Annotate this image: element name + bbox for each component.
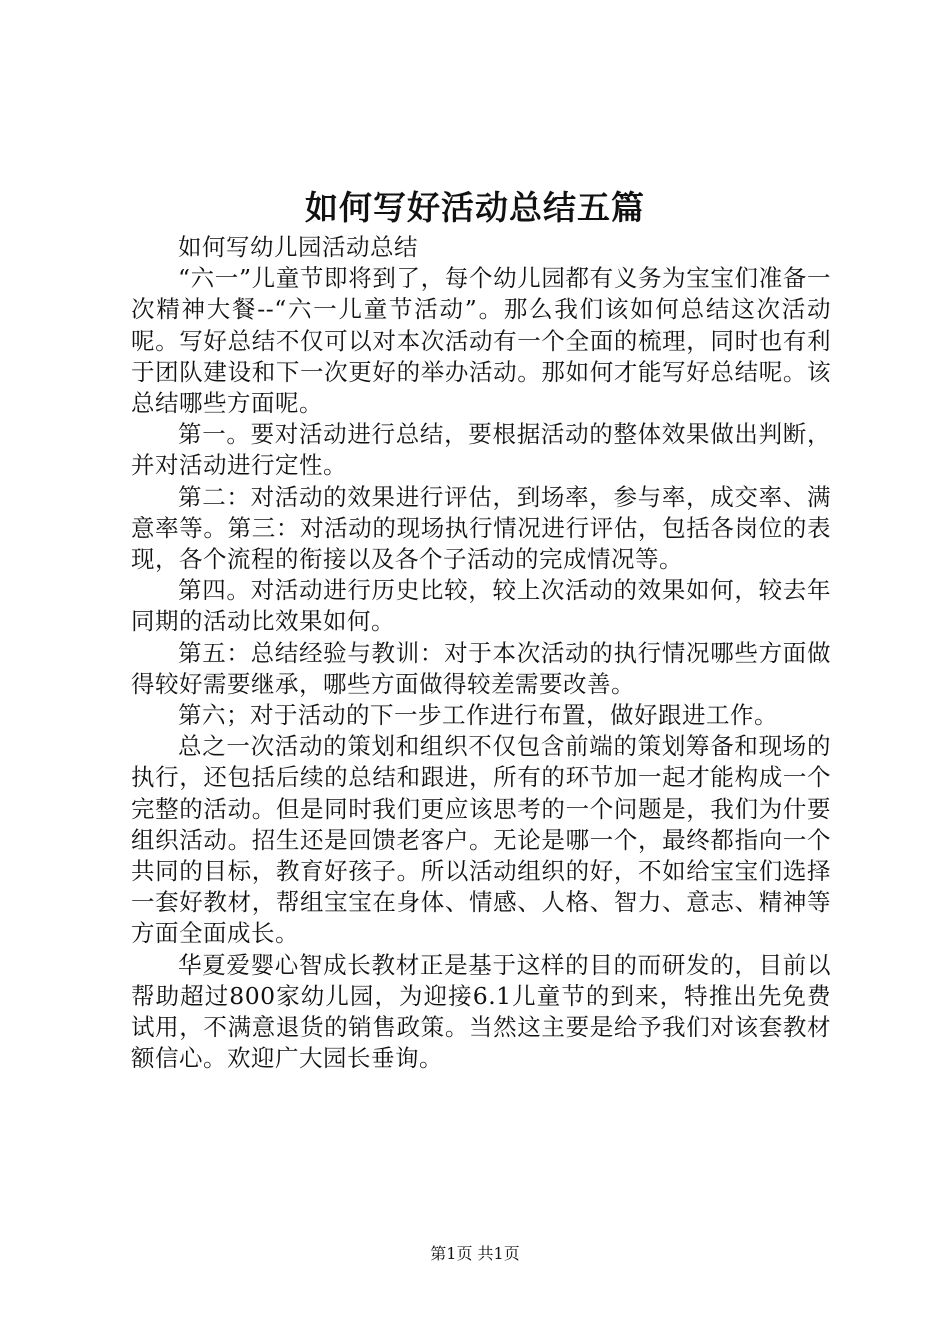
paragraph-promotion: 华夏爱婴心智成长教材正是基于这样的目的而研发的，目前以帮助超过800家幼儿园，为迎接6.1儿童节的到来，特推出先免费试用，不满意退货的销售政策。当然这主要是给予我们对该套教材额信心。欢迎广大园长垂询。 <box>131 950 831 1073</box>
paragraph-intro: “六一”儿童节即将到了，每个幼儿园都有义务为宝宝们准备一次精神大餐--“六一儿童节活动”。那么我们该如何总结这次活动呢。写好总结不仅可以对本次活动有一个全面的梳理，同时也有利于团队建设和下一次更好的举办活动。那如何才能写好总结呢。该总结哪些方面呢。 <box>131 264 831 418</box>
document-title: 如何写好活动总结五篇 <box>305 188 645 227</box>
document-body <box>131 232 831 1074</box>
paragraph-point-4: 第四。对活动进行历史比较，较上次活动的效果如何，较去年同期的活动比效果如何。 <box>131 576 831 636</box>
paragraph-point-1: 第一。要对活动进行总结，要根据活动的整体效果做出判断，并对活动进行定性。 <box>131 420 831 480</box>
paragraph-point-5: 第五：总结经验与教训：对于本次活动的执行情况哪些方面做得较好需要继承，哪些方面做得较差需要改善。 <box>131 638 831 698</box>
paragraph-subtitle: 如何写幼儿园活动总结 <box>178 233 418 261</box>
paragraph-conclusion: 总之一次活动的策划和组织不仅包含前端的策划筹备和现场的执行，还包括后续的总结和跟进，所有的环节加一起才能构成一个完整的活动。但是同时我们更应该思考的一个问题是，我们为什要组织活动。招生还是回馈老客户。无论是哪一个，最终都指向一个共同的目标，教育好孩子。所以活动组织的好，不如给宝宝们选择一套好教材，帮组宝宝在身体、情感、人格、智力、意志、精神等方面全面成长。 <box>131 732 831 948</box>
paragraph-point-6: 第六；对于活动的下一步工作进行布置，做好跟进工作。 <box>178 701 778 730</box>
paragraph-point-2-3: 第二：对活动的效果进行评估，到场率，参与率，成交率、满意率等。第三：对活动的现场执行情况进行评估，包括各岗位的表现，各个流程的衔接以及各个子活动的完成情况等。 <box>131 482 831 574</box>
page-footer: 第1页 共1页 <box>430 1244 520 1263</box>
